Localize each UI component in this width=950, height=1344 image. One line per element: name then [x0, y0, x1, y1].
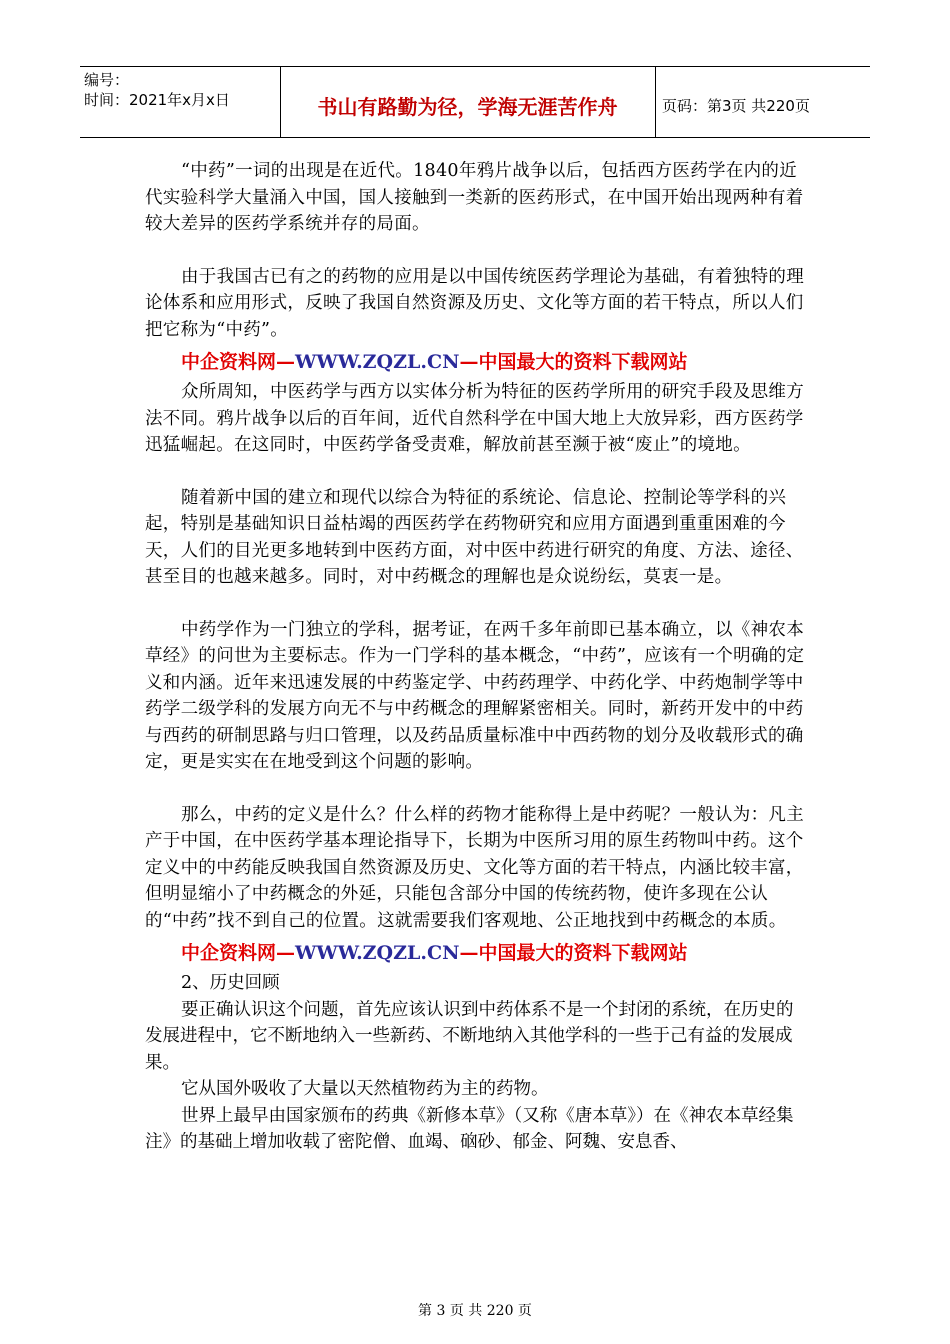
paragraph: 由于我国古已有之的药物的应用是以中国传统医药学理论为基础，有着独特的理论体系和应用形式，反映了我国自然资源及历史、文化等方面的若干特点，所以人们把它称为“中药”。	[145, 266, 804, 340]
section-title: 2、历史回顾	[181, 973, 280, 993]
date-label: 时间：2021年x月x日	[84, 91, 230, 109]
document-body	[145, 158, 810, 1156]
page-header	[80, 66, 870, 138]
number-label: 编号：	[84, 71, 130, 89]
site-banner	[181, 940, 810, 966]
site-banner	[181, 349, 810, 375]
paragraph: 那么，中药的定义是什么？什么样的药物才能称得上是中药呢？一般认为：凡主产于中国，在中医药学基本理论指导下，长期为中医所习用的原生药物叫中药。这个定义中的中药能反映我国自然资源及历史、文化等方面的若干特点，内涵比较丰富，但明显缩小了中药概念的外延，只能包含部分中国的传统药物，使许多现在公认的“中药”找不到自己的位置。这就需要我们客观地、公正地找到中药概念的本质。	[145, 804, 804, 931]
motto: 书山有路勤为径，学海无涯苦作舟	[317, 95, 618, 119]
paragraph: 中药学作为一门独立的学科，据考证，在两千多年前即已基本确立，以《神农本草经》的问世为主要标志。作为一门学科的基本概念，“中药”，应该有一个明确的定义和内涵。近年来迅速发展的中药鉴定学、中药药理学、中药化学、中药炮制学等中药学二级学科的发展方向无不与中药概念的理解紧密相关。同时，新药开发中的中药与西药的研制思路与归口管理，以及药品质量标准中中西药物的划分及收载形式的确定，更是实实在在地受到这个问题的影响。	[145, 619, 805, 772]
header-divider	[655, 67, 656, 137]
page-info: 页码：第3页 共220页	[662, 97, 810, 115]
banner-red: 中企资料网—	[181, 351, 296, 373]
paragraph: 随着新中国的建立和现代以综合为特征的系统论、信息论、控制论等学科的兴起，特别是基础知识日益枯竭的西医药学在药物研究和应用方面遇到重重困难的今天，人们的目光更多地转到中医药方面，对中医中药进行研究的角度、方法、途径、甚至目的也越来越多。同时，对中药概念的理解也是众说纷纭，莫衷一是。	[145, 487, 804, 587]
banner-red: 中企资料网—	[181, 942, 296, 964]
banner-red-tail: —中国最大的资料下载网站	[459, 942, 688, 964]
paragraph: “中药”一词的出现是在近代。1840年鸦片战争以后，包括西方医药学在内的近代实验科学大量涌入中国，国人接触到一类新的医药形式，在中国开始出现两种有着较大差异的医药学系统并存的局面。	[145, 161, 804, 234]
section-line: 世界上最早由国家颁布的药典《新修本草》（又称《唐本草》）在《神农本草经集注》的基础上增加收载了密陀僧、血竭、硇砂、郁金、阿魏、安息香、	[145, 1105, 794, 1152]
banner-red-tail: —中国最大的资料下载网站	[459, 351, 688, 373]
paragraph: 众所周知，中医药学与西方以实体分析为特征的医药学所用的研究手段及思维方法不同。鸦片战争以后的百年间，近代自然科学在中国大地上大放异彩，西方医药学迅猛崛起。在这同时，中医药学备受责难，解放前甚至濒于被“废止”的境地。	[145, 382, 804, 455]
banner-url: WWW.ZQZL.CN	[295, 942, 460, 964]
section-line: 要正确认识这个问题，首先应该认识到中药体系不是一个封闭的系统，在历史的发展进程中，它不断地纳入一些新药、不断地纳入其他学科的一些于己有益的发展成果。	[145, 999, 794, 1073]
page-footer: 第 3 页 共 220 页	[418, 1303, 532, 1319]
section-line: 它从国外吸收了大量以天然植物药为主的药物。	[181, 1079, 549, 1099]
banner-url: WWW.ZQZL.CN	[295, 351, 460, 373]
